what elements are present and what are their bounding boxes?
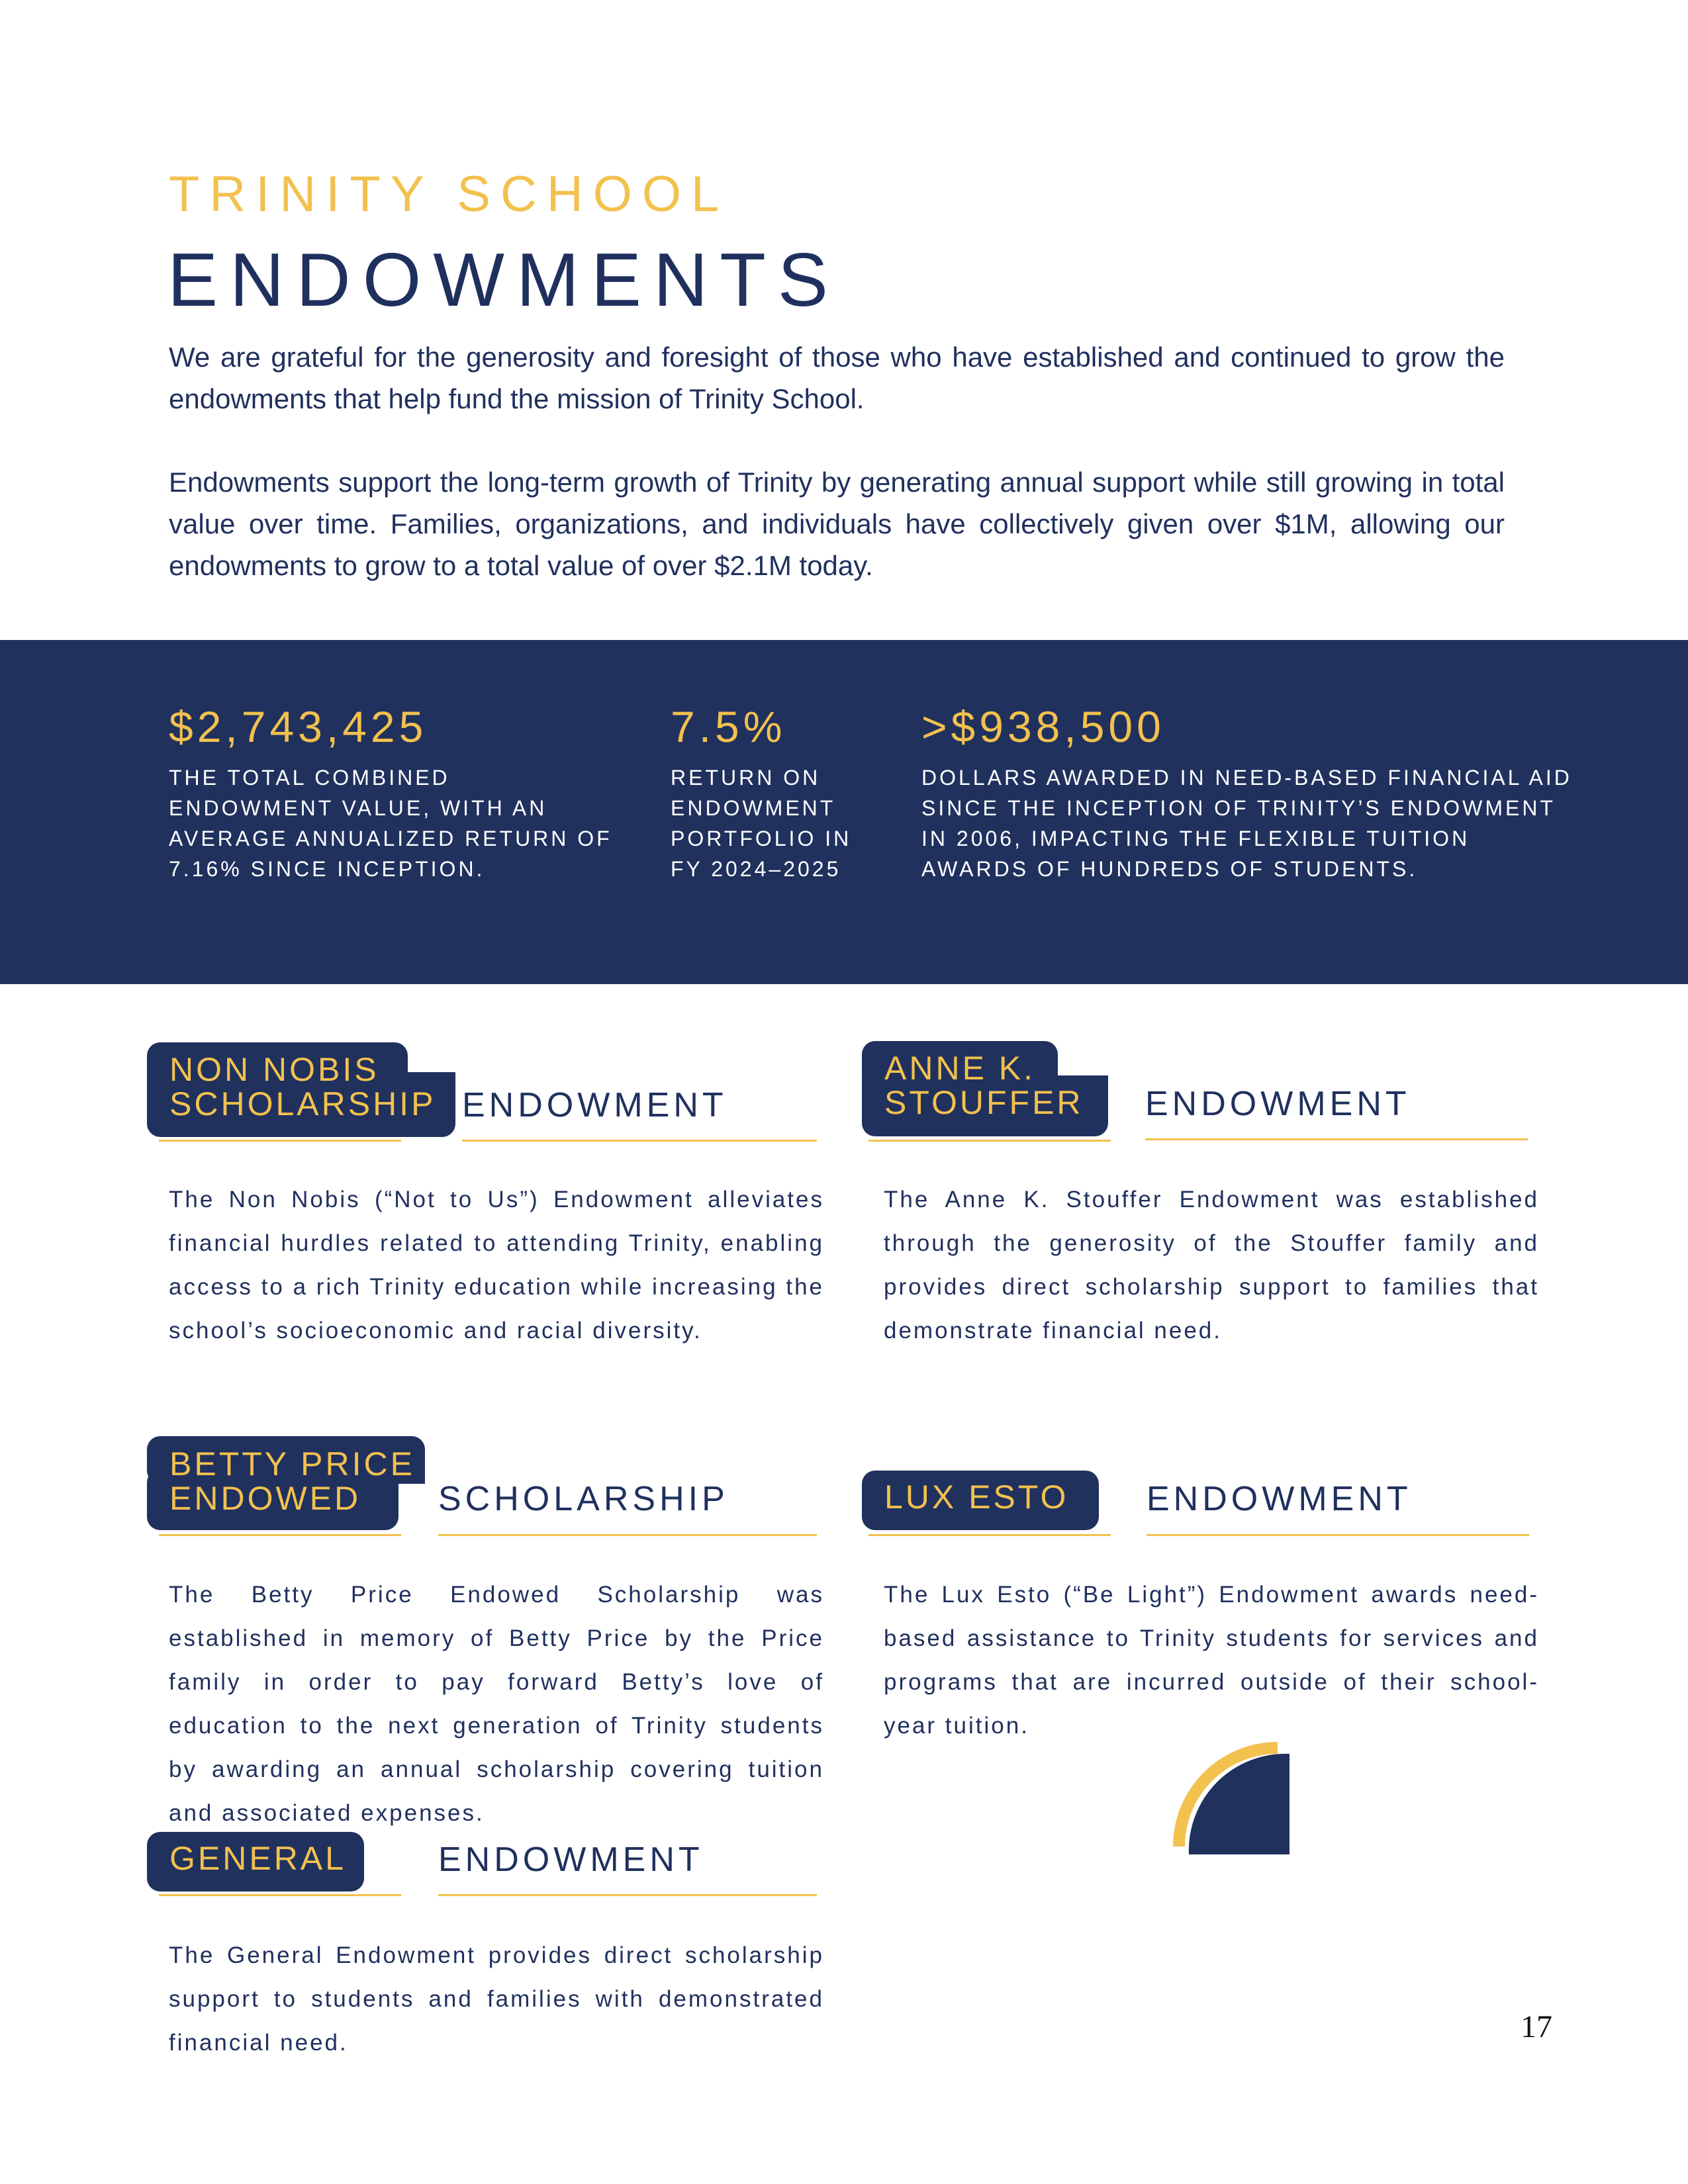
betty-price-tag: BETTY PRICE ENDOWED bbox=[169, 1445, 415, 1517]
stat-aid-desc: DOLLARS AWARDED IN NEED-BASED FINANCIAL AID SINCE THE INCEPTION OF TRINITY’S ENDOWMENT IN 2006, IMPACTING THE FLEXIBLE TUITION AWARDS OF HUNDREDS OF STUDENTS. bbox=[921, 766, 1572, 881]
stouffer-underline-left bbox=[868, 1140, 1111, 1142]
lux-esto-tag: LUX ESTO bbox=[862, 1471, 1099, 1530]
lux-esto-word: ENDOWMENT bbox=[1147, 1480, 1412, 1518]
page-title: ENDOWMENTS bbox=[167, 238, 840, 322]
stat-total-value: $2,743,425 bbox=[169, 702, 428, 751]
betty-price-underline-left bbox=[159, 1534, 401, 1536]
general-description: The General Endowment provides direct scholarship support to students and families with demonstrated financial need. bbox=[169, 1942, 824, 2056]
navy-quarter-circle bbox=[1189, 1754, 1289, 1854]
non-nobis-tag: NON NOBIS SCHOLARSHIP bbox=[169, 1051, 436, 1122]
betty-price-underline-right bbox=[438, 1534, 817, 1536]
stat-aid-value: >$938,500 bbox=[921, 702, 1165, 751]
stouffer-underline-right bbox=[1145, 1138, 1528, 1140]
lux-esto-underline-left bbox=[868, 1534, 1111, 1536]
lux-esto-description: The Lux Esto (“Be Light”) Endowment awards need-based assistance to Trinity students for services and programs that are incurred outside of their school-year tuition. bbox=[884, 1582, 1539, 1739]
general-word: ENDOWMENT bbox=[438, 1841, 704, 1879]
general-underline-left bbox=[159, 1894, 401, 1896]
stat-return-desc: RETURN ON ENDOWMENT PORTFOLIO IN FY 2024–2025 bbox=[671, 766, 852, 881]
stouffer-tag: ANNE K. STOUFFER bbox=[884, 1050, 1084, 1121]
non-nobis-underline-right bbox=[462, 1140, 817, 1142]
non-nobis-description: The Non Nobis (“Not to Us”) Endowment alleviates financial hurdles related to attending Trinity, enabling access to a rich Trinity education while increasing the school’s socioeconomic and racial diversity. bbox=[169, 1187, 824, 1343]
lux-esto-underline-right bbox=[1147, 1534, 1529, 1536]
general-tag: GENERAL bbox=[147, 1832, 364, 1891]
stat-total-desc: THE TOTAL COMBINED ENDOWMENT VALUE, WITH AN AVERAGE ANNUALIZED RETURN OF 7.16% SINCE INCEPTION. bbox=[169, 766, 612, 881]
kicker-title: TRINITY SCHOOL bbox=[169, 166, 729, 222]
intro-paragraph-2: Endowments support the long-term growth of Trinity by generating annual support while still growing in total value over time. Families, organizations, and individuals have collectively given over $1M, allowing our endowments to grow to a total value of over $2.1M today. bbox=[169, 467, 1505, 581]
betty-price-word: SCHOLARSHIP bbox=[438, 1480, 729, 1518]
page-number: 17 bbox=[1521, 2009, 1552, 2044]
intro-paragraph-1: We are grateful for the generosity and foresight of those who have established and continued to grow the endowments that help fund the mission of Trinity School. bbox=[169, 341, 1505, 414]
stat-return-value: 7.5% bbox=[671, 702, 786, 751]
general-underline-right bbox=[438, 1894, 817, 1896]
betty-price-description: The Betty Price Endowed Scholarship was established in memory of Betty Price by the Price family in order to pay forward Betty’s love of education to the next generation of Trinity students by awarding an annual scholarship covering tuition and associated expenses. bbox=[169, 1582, 824, 1826]
non-nobis-word: ENDOWMENT bbox=[462, 1086, 727, 1124]
quarter-circle-decoration bbox=[1165, 1734, 1297, 1866]
stouffer-description: The Anne K. Stouffer Endowment was established through the generosity of the Stouffer family and provides direct scholarship support to families that demonstrate financial need. bbox=[884, 1187, 1539, 1343]
stouffer-word: ENDOWMENT bbox=[1145, 1085, 1411, 1123]
non-nobis-underline-left bbox=[159, 1140, 401, 1142]
